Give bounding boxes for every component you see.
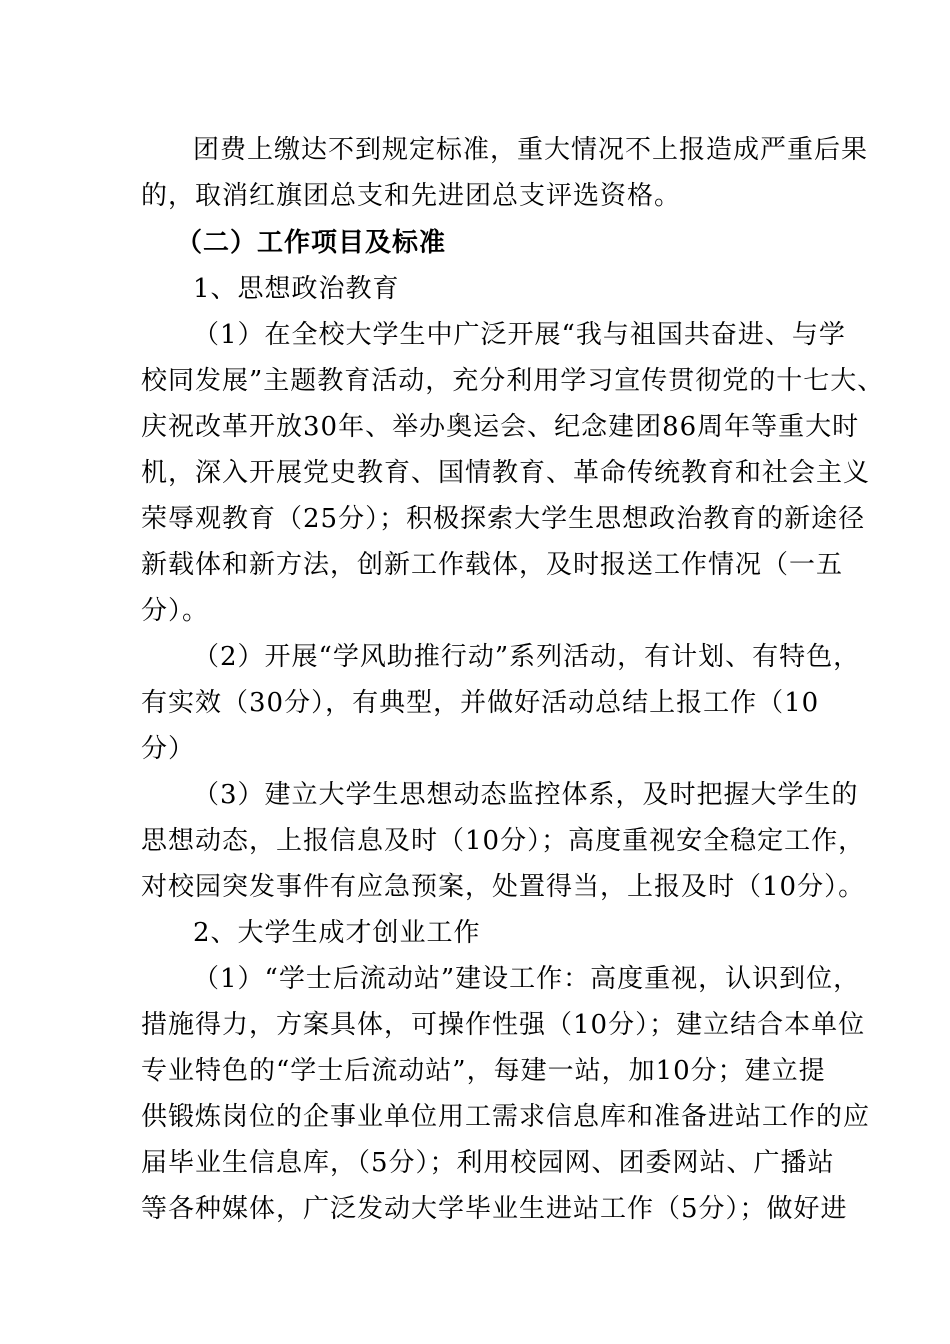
paragraph-line: 新载体和新方法，创新工作载体，及时报送工作情况（一五	[141, 550, 844, 580]
paragraph-line: 届毕业生信息库，（5分）；利用校园网、团委网站、广播站	[141, 1148, 835, 1178]
paragraph-line: 思想动态，上报信息及时（10分）；高度重视安全稳定工作，	[141, 826, 866, 856]
paragraph-line: （3）建立大学生思想动态监控体系，及时把握大学生的	[193, 780, 859, 810]
subsection-heading: 2、大学生成才创业工作	[193, 918, 481, 948]
paragraph-line: 团费上缴达不到规定标准，重大情况不上报造成严重后果	[193, 135, 869, 165]
paragraph-line: 庆祝改革开放30年、举办奥运会、纪念建团86周年等重大时	[141, 412, 860, 442]
paragraph-line: 供锻炼岗位的企事业单位用工需求信息库和准备进站工作的应	[141, 1102, 871, 1132]
paragraph-line: 的，取消红旗团总支和先进团总支评选资格。	[141, 181, 682, 211]
paragraph-line: 荣辱观教育（25分）；积极探索大学生思想政治教育的新途径	[141, 504, 866, 534]
paragraph-line: （2）开展“学风助推行动”系列活动，有计划、有特色，	[193, 642, 861, 672]
paragraph-line: 机，深入开展党史教育、国情教育、革命传统教育和社会主义	[141, 458, 871, 488]
paragraph-line: 分）。	[141, 596, 210, 626]
paragraph-line: （1）“学士后流动站”建设工作：高度重视，认识到位，	[193, 964, 861, 994]
paragraph-line: （1）在全校大学生中广泛开展“我与祖国共奋进、与学	[193, 320, 846, 350]
paragraph-line: 措施得力，方案具体，可操作性强（10分）；建立结合本单位	[141, 1010, 866, 1040]
paragraph-line: 校同发展”主题教育活动，充分利用学习宣传贯彻党的十七大、	[141, 366, 885, 396]
paragraph-line: 分）	[141, 734, 196, 764]
section-heading: （二）工作项目及标准	[176, 228, 447, 258]
paragraph-line: 对校园突发事件有应急预案，处置得当，上报及时（10分）。	[141, 872, 866, 902]
subsection-heading: 1、思想政治教育	[193, 274, 400, 304]
paragraph-line: 等各种媒体，广泛发动大学毕业生进站工作（5分）；做好进	[141, 1194, 848, 1224]
paragraph-line: 专业特色的“学士后流动站”，每建一站，加10分；建立提	[141, 1056, 826, 1086]
paragraph-line: 有实效（30分），有典型，并做好活动总结上报工作（10	[141, 688, 820, 718]
